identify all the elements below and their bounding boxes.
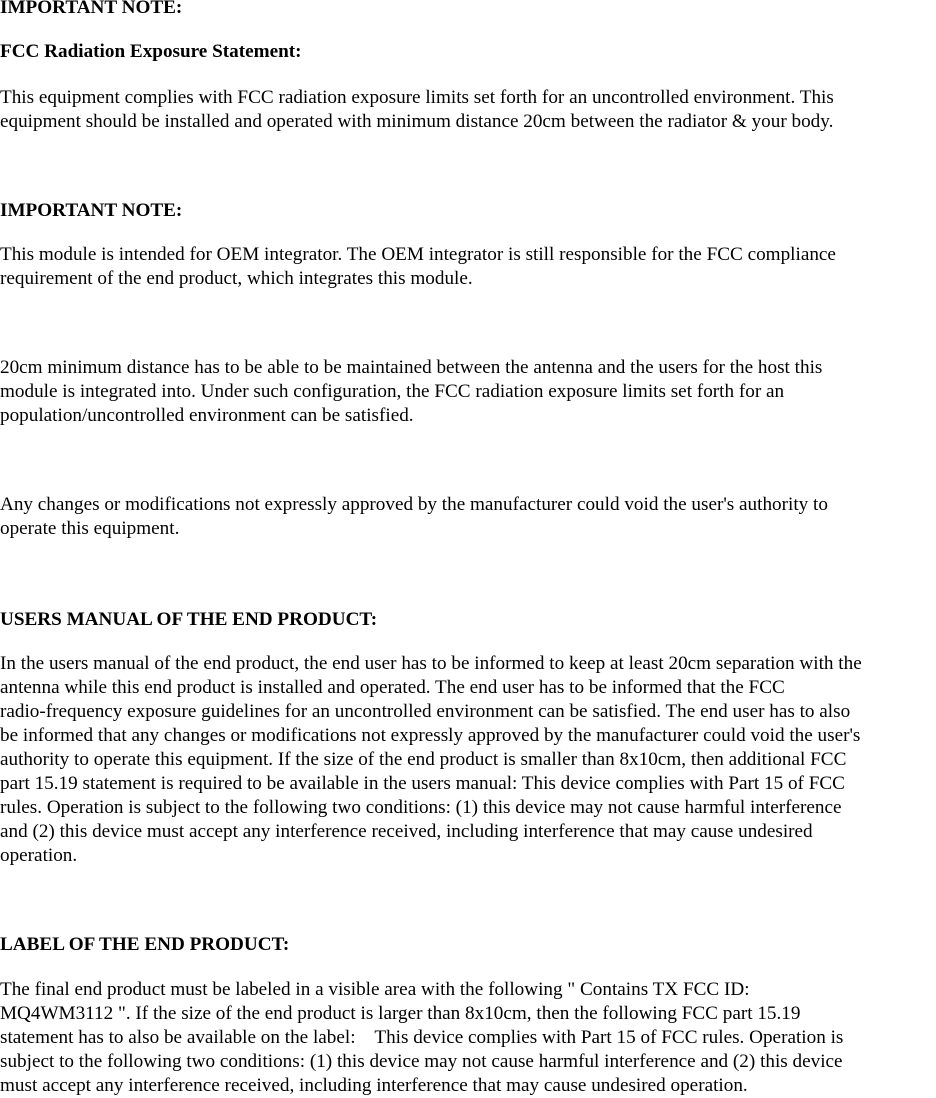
changes-paragraph bbox=[0, 493, 936, 541]
paragraph-line: part 15.19 statement is required to be available in the users manual: This device complies with Part 15 of FCC bbox=[0, 773, 845, 794]
notice1-paragraph bbox=[0, 86, 936, 134]
label-paragraph bbox=[0, 978, 936, 1098]
paragraph-line: must accept any interference received, including interference that may cause undesired operation. bbox=[0, 1075, 748, 1096]
notice1-heading: IMPORTANT NOTE: bbox=[0, 0, 183, 18]
paragraph-line: equipment should be installed and operated with minimum distance 20cm between the radiator & your body. bbox=[0, 111, 834, 132]
distance-paragraph bbox=[0, 356, 936, 428]
paragraph-line: In the users manual of the end product, the end user has to be informed to keep at least 20cm separation with the bbox=[0, 653, 862, 674]
label-heading: LABEL OF THE END PRODUCT: bbox=[0, 934, 290, 955]
paragraph-line: subject to the following two conditions: (1) this device may not cause harmful interference and (2) this device bbox=[0, 1051, 843, 1072]
paragraph-line: operate this equipment. bbox=[0, 518, 180, 539]
manual-paragraph bbox=[0, 652, 936, 868]
paragraph-line: MQ4WM3112 ". If the size of the end product is larger than 8x10cm, then the following FCC part 15.19 bbox=[0, 1003, 801, 1024]
paragraph-line: authority to operate this equipment. If the size of the end product is smaller than 8x10cm, then additional FCC bbox=[0, 749, 847, 770]
paragraph-line: radio-frequency exposure guidelines for an uncontrolled environment can be satisfied. The end user has to also bbox=[0, 701, 851, 722]
paragraph-line: antenna while this end product is installed and operated. The end user has to be informed that the FCC bbox=[0, 677, 785, 698]
paragraph-line: rules. Operation is subject to the following two conditions: (1) this device may not cause harmful interference bbox=[0, 797, 842, 818]
paragraph-line: This equipment complies with FCC radiation exposure limits set forth for an uncontrolled environment. This bbox=[0, 87, 834, 108]
notice2-heading: IMPORTANT NOTE: bbox=[0, 200, 183, 221]
paragraph-line: requirement of the end product, which integrates this module. bbox=[0, 268, 473, 289]
notice2-paragraph bbox=[0, 243, 936, 291]
paragraph-line: Any changes or modifications not expressly approved by the manufacturer could void the user's authority to bbox=[0, 494, 828, 515]
paragraph-line: The final end product must be labeled in a visible area with the following " Contains TX FCC ID: bbox=[0, 979, 750, 1000]
paragraph-line: This module is intended for OEM integrator. The OEM integrator is still responsible for the FCC compliance bbox=[0, 244, 836, 265]
paragraph-line: operation. bbox=[0, 845, 78, 866]
paragraph-line: population/uncontrolled environment can be satisfied. bbox=[0, 405, 414, 426]
paragraph-line: 20cm minimum distance has to be able to be maintained between the antenna and the users for the host this bbox=[0, 357, 823, 378]
manual-heading: USERS MANUAL OF THE END PRODUCT: bbox=[0, 609, 378, 630]
paragraph-line: statement has to also be available on the label: This device complies with Part 15 of FCC rules. Operation is bbox=[0, 1027, 844, 1048]
paragraph-line: module is integrated into. Under such configuration, the FCC radiation exposure limits set forth for an bbox=[0, 381, 785, 402]
paragraph-line: be informed that any changes or modifications not expressly approved by the manufacturer could void the user's bbox=[0, 725, 861, 746]
notice1-subheading: FCC Radiation Exposure Statement: bbox=[0, 41, 302, 62]
paragraph-line: and (2) this device must accept any interference received, including interference that may cause undesired bbox=[0, 821, 813, 842]
